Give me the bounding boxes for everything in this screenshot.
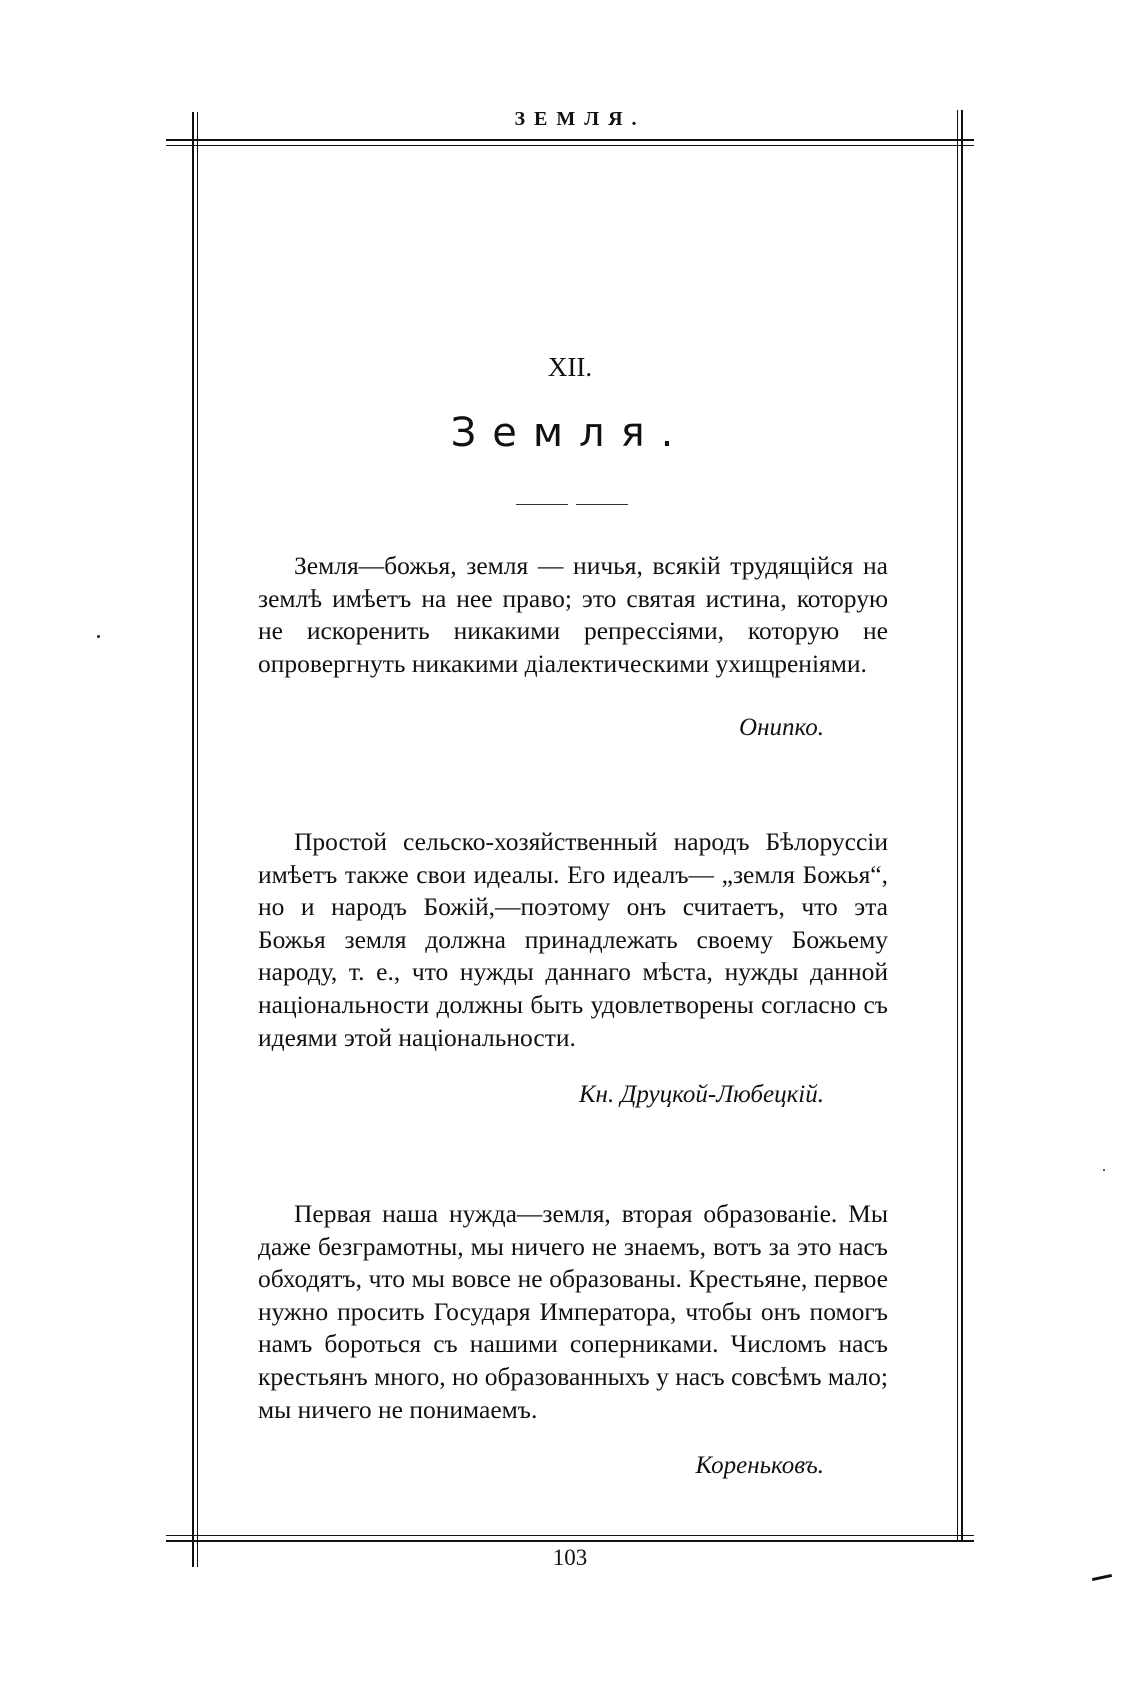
- chapter-title: Земля.: [450, 410, 690, 456]
- quote-text: Земля—божья, земля — ничья, всякій трудящійся на землѣ имѣетъ на нее право; это святая истина, которую не искоренить никакими репрессіями, которую не опровергнуть никакими діалектическими ухищреніями.: [258, 551, 888, 678]
- bottom-rule: [166, 1535, 974, 1536]
- running-head: ЗЕМЛЯ.: [514, 108, 646, 130]
- quote-author: Онипко.: [739, 714, 824, 741]
- left-border-inner: [197, 112, 198, 1567]
- page-number: 103: [552, 1545, 588, 1570]
- title-divider: [576, 504, 628, 505]
- top-rule-inner: [166, 145, 974, 146]
- quote-text: Первая наша нужда—земля, вторая образованіе. Мы даже безграмотны, мы ничего не знаемъ, вотъ за это насъ обходятъ, что мы вовсе не образованы. Крестьяне, первое нужно просить Государя Императора, чтобы онъ помогъ намъ бороться съ нашими соперниками. Числомъ насъ крестьянъ много, но образованныхъ у насъ совсѣмъ мало; мы ничего не понимаемъ.: [258, 1199, 888, 1424]
- left-border: [192, 112, 194, 1567]
- scan-speck: [1103, 1169, 1105, 1171]
- quote-text: Простой сельско-хозяйственный народъ Бѣлоруссіи имѣетъ также свои идеалы. Его идеалъ— „земля Божья“, но и народъ Божій,—поэтому онъ считаетъ, что эта Божья земля должна принадлежать своему Божьему народу, т. е., что нужды даннаго мѣста, нужды данной національности должны быть удовлетворены согласно съ идеями этой національности.: [258, 827, 888, 1052]
- chapter-number: XII.: [547, 352, 593, 382]
- scan-mark: [1092, 1574, 1112, 1581]
- right-border: [957, 110, 958, 1540]
- quote-author: Кн. Друцкой-Любецкій.: [578, 1081, 824, 1108]
- scan-speck: [97, 635, 100, 638]
- title-divider: [516, 504, 568, 505]
- bottom-rule-inner: [166, 1540, 974, 1542]
- right-border-inner: [961, 110, 963, 1540]
- top-rule: [166, 139, 974, 141]
- quote-author: Кореньковъ.: [695, 1452, 824, 1479]
